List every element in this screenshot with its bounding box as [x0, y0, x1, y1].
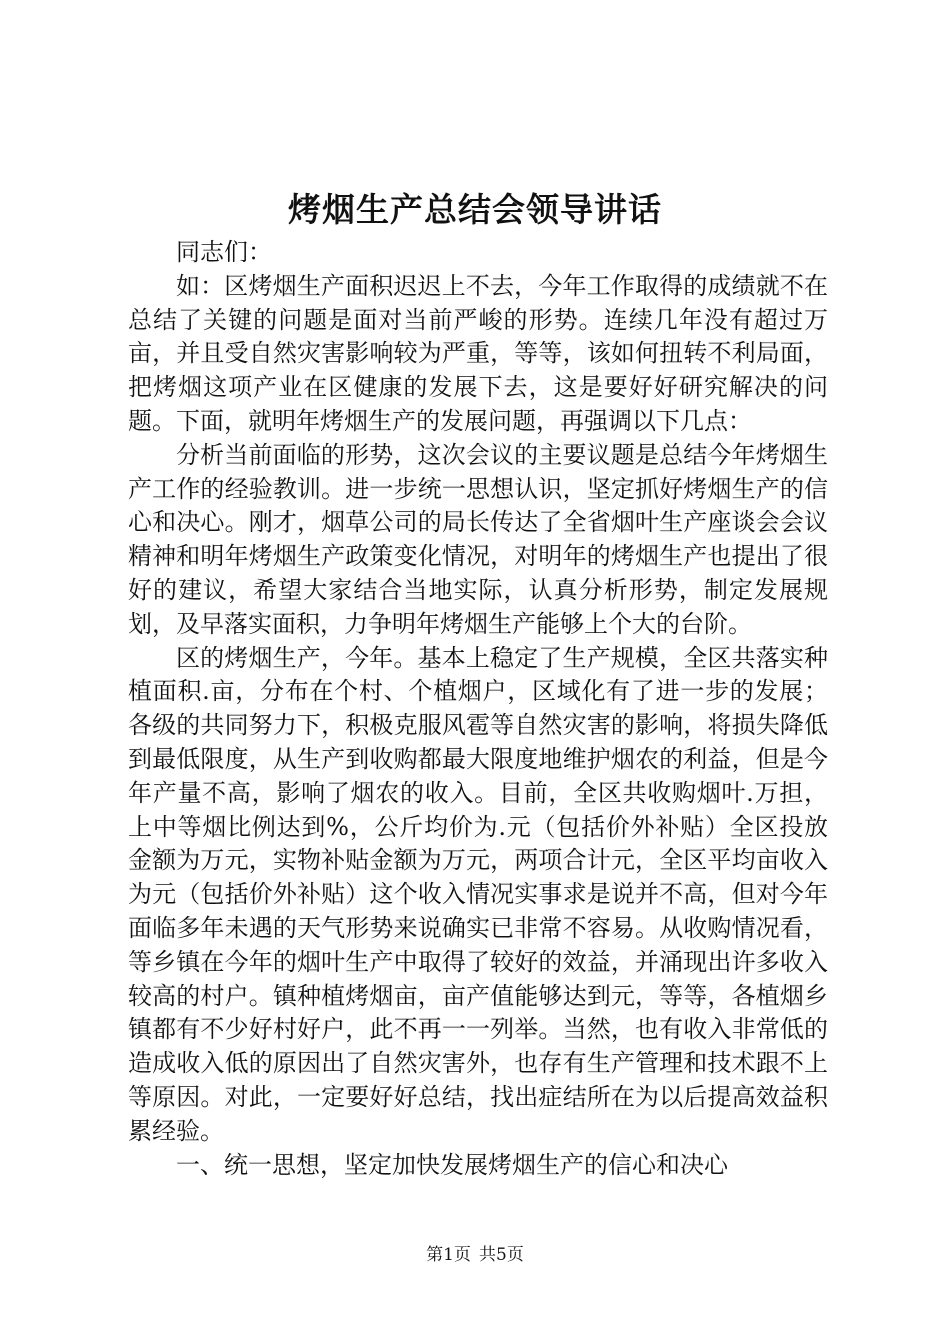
- page-number: 第1页: [426, 1245, 471, 1265]
- section-heading-1: 一、统一思想，坚定加快发展烤烟生产的信心和决心: [176, 1150, 728, 1179]
- production-summary-paragraph: 区的烤烟生产，今年。基本上稳定了生产规模，全区共落实种植面积.亩，分布在个村、个植烟户，区域化有了进一步的发展；各级的共同努力下，积极克服风雹等自然灾害的影响，将损失降低到最低限度，从生产到收购都最大限度地维护烟农的利益，但是今年产量不高，影响了烟农的收入。目前，全区共收购烟叶.万担，上中等烟比例达到%，公斤均价为.元（包括价外补贴）全区投放金额为万元，实物补贴金额为万元，两项合计元，全区平均亩收入为元（包括价外补贴）这个收入情况实事求是说并不高，但对今年面临多年未遇的天气形势来说确实已非常不容易。从收购情况看，等乡镇在今年的烟叶生产中取得了较好的效益，并涌现出许多收入较高的村户。镇种植烤烟亩，亩产值能够达到元，等等，各植烟乡镇都有不少好村好户，此不再一一列举。当然，也有收入非常低的造成收入低的原因出了自然灾害外，也存有生产管理和技术跟不上等原因。对此，一定要好好总结，找出症结所在为以后提高效益积累经验。: [128, 643, 828, 1145]
- intro-paragraph: 如：区烤烟生产面积迟迟上不去，今年工作取得的成绩就不在总结了关键的问题是面对当前严峻的形势。连续几年没有超过万亩，并且受自然灾害影响较为严重，等等，该如何扭转不利局面，把烤烟这项产业在区健康的发展下去，这是要好好研究解决的问题。下面，就明年烤烟生产的发展问题，再强调以下几点：: [128, 271, 828, 435]
- page-footer: [0, 1243, 950, 1267]
- document-body: [128, 236, 828, 1182]
- situation-paragraph: 分析当前面临的形势，这次会议的主要议题是总结今年烤烟生产工作的经验教训。进一步统一思想认识，坚定抓好烤烟生产的信心和决心。刚才，烟草公司的局长传达了全省烟叶生产座谈会会议精神和明年烤烟生产政策变化情况，对明年的烤烟生产也提出了很好的建议，希望大家结合当地实际，认真分析形势，制定发展规划，及早落实面积，力争明年烤烟生产能够上个大的台阶。: [128, 440, 828, 638]
- salutation-paragraph: 同志们：: [176, 238, 272, 266]
- page-total: 共5页: [479, 1245, 524, 1265]
- document-title: 烤烟生产总结会领导讲话: [288, 190, 662, 229]
